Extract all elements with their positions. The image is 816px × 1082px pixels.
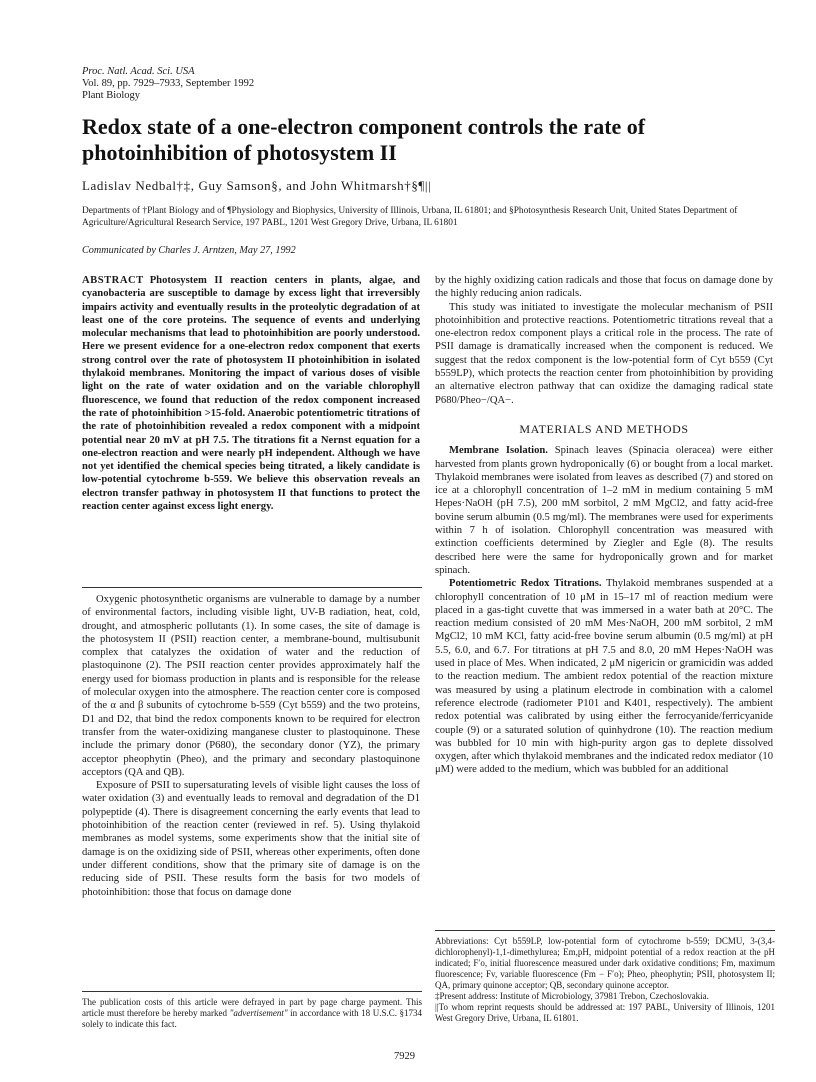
right-column [435,274,773,777]
pubcost-text-2: in accordance with 18 U.S.C. §1734 solely to indicate this fact. [82,1008,422,1029]
article-title: Redox state of a one-electron component controls the rate of photoinhibition of photosystem II [82,114,646,165]
abstract-divider [82,587,422,588]
pubcost-advertisement: "advertisement" [229,1008,288,1018]
footnote-divider-right [435,930,775,931]
journal-volume: Vol. 89, pp. 7929–7933, September 1992 [82,78,255,89]
journal-name: Proc. Natl. Acad. Sci. USA [82,66,195,77]
abstract [82,274,420,513]
redox-titration-text: Thylakoid membranes suspended at a chlorophyll concentration of 10 μM in 15–17 ml of reaction medium were placed in a gas-tight cuvette that was immersed in a water bath at 20°C. The reaction medium consisted of 20 mM Mes·NaOH, 200 mM sorbitol, 2 mM MgCl2, 10 mM KCl, fatty acid-free bovine serum albumin (0.5 mg/ml) at pH 5.5, 6.0, and 6.7. For titrations at pH 7.5 and 8.0, 20 mM Hepes·NaOH was used in place of Mes. When indicated, 2 μM nigericin or gramicidin was added to the reaction medium. The ambient redox potential of the reaction mixture was measured by using a platinum electrode in combination with a calomel reference electrode (radiometer P101 and K401, respectively). The ambient redox potential was calibrated by using either the ferrocyanide/ferricyanide couple (9) or a saturated solution of quinhydrone (10). The reaction medium was bubbled for 10 min with high-purity argon gas to deplete dissolved oxygen, after which thylakoid membranes and the indicated redox mediator (10 μM) were added to the medium, which was bubbled for an additional [435,578,773,776]
footnotes [435,936,775,1024]
reprint-footnote: ||To whom reprint requests should be addressed at: 197 PABL, University of Illinois, 1201 West Gregory Drive, Urbana, IL 61801. [435,1002,775,1023]
journal-header [82,66,254,102]
intro-paragraph-3: This study was initiated to investigate the molecular mechanism of PSII photoinhibition and protective reactions. Potentiometric titrations reveal that a one-electron redox component plays a critical role in the process. The rate of PSII damage is dramatically increased when the component is reduced. We suggest that the redox component is the low-potential form of Cyt b559 (Cyt b559LP), which protects the reaction center from photoinhibition by providing an alternative electron pathway that can oxidize the damaging radical state P680/Pheo−/QA−. [435,301,773,406]
redox-titration-paragraph [435,577,773,776]
abstract-text: Photosystem II reaction centers in plants, algae, and cyanobacteria are susceptible to damage by excess light that irreversibly impairs activity and eventually results in the proteolytic degradation of at least one of the core proteins. The sequence of events and underlying molecular mechanisms that lead to photoinhibition are poorly understood. Here we present evidence for a one-electron redox component that exerts strong control over the rate of photosystem II photoinhibition in isolated thylakoid membranes. Monitoring the impact of various doses of visible light on the rate of water oxidation and on the variable chlorophyll fluorescence, we found that reduction of the redox component increased the rate of photoinhibition >15-fold. Anaerobic potentiometric titrations of the rate of photoinhibition revealed a redox component with a midpoint potential near 20 mV at pH 7.5. The titrations fit a Nernst equation for a one-electron reaction and were nearly pH independent. Although we have not yet identified the chemical species being titrated, a likely candidate is low-potential cytochrome b-559. We believe this observation reveals an electron transfer pathway in photosystem II that functions to protect the reaction center against excess light energy. [82,275,420,513]
membrane-isolation-text: Spinach leaves (Spinacia oleracea) were either harvested from plants grown hydroponically (6) or bought from a local market. Thylakoid membranes were isolated from leaves as described (7) and stored on ice at a chlorophyll concentration of 1–2 mM in medium containing 5 mM Hepes·NaOH (pH 7.5), 200 mM sorbitol, 2 mM MgCl2, and fatty acid-free bovine serum albumin (0.5 mg/ml). The membranes were used for experiments within 7 h of isolation. Chlorophyll concentration was measured with extinction coefficients determined by Ziegler and Egle (8). The results described here were the same for hydroponically grown and for market spinach. [435,445,773,576]
communicated-by: Communicated by Charles J. Arntzen, May 27, 1992 [82,245,296,256]
intro-paragraph-2: Exposure of PSII to supersaturating levels of visible light causes the loss of water oxidation (3) and eventually leads to removal and degradation of the D1 polypeptide (4). There is disagreement concerning the early events that lead to photoinhibition of the reaction center (reviewed in ref. 5). Using thylakoid membranes as model systems, some experiments show that the initial site of damage is on the oxidizing side of PSII, whereas other experiments, often done under different conditions, show that the primary site of damage is on the reducing side of PSII. These results form the basis for two models of photoinhibition: those that focus on damage done [82,780,420,898]
publication-cost-note [82,997,422,1030]
membrane-isolation-heading: Membrane Isolation. [449,445,548,457]
redox-titration-heading: Potentiometric Redox Titrations. [449,578,602,590]
methods-heading: MATERIALS AND METHODS [519,421,689,436]
footnote-divider-left [82,991,422,992]
abbreviations-footnote: Abbreviations: Cyt b559LP, low-potential form of cytochrome b-559; DCMU, 3-(3,4-dichlorophenyl)-1,1-dimethylurea; Em,pH, midpoint potential of a redox reaction at the pH indicated; F′o, initial fluorescence measured under dark oxidative conditions; Fm, maximum fluorescence; Fv, variable fluorescence (Fm − F′o); Pheo, pheophytin; PSII, photosystem II; QA, primary quinone acceptor; QB, secondary quinone acceptor. [435,936,775,990]
membrane-isolation-paragraph [435,444,773,577]
abstract-label: ABSTRACT [82,275,144,286]
affiliations: Departments of †Plant Biology and of ¶Physiology and Biophysics, University of Illinois, Urbana, IL 61801; and §Photosynthesis Research Unit, United States Department of Agriculture/Agricultural Research Service, 197 PABL, 1201 West Gregory Drive, Urbana, IL 61801 [82,206,738,228]
intro-continuation: by the highly oxidizing cation radicals and those that focus on damage done by the highly reducing anion radicals. [435,275,773,300]
page-number: 7929 [394,1051,415,1062]
intro-paragraph-1: Oxygenic photosynthetic organisms are vulnerable to damage by a number of environmental factors, including visible light, UV-B radiation, heat, cold, drought, and atmospheric pollutants (1). In some cases, the site of damage is the photosystem II (PSII) reaction center, a membrane-bound, multisubunit complex that catalyzes the oxidation of water and the reduction of plastoquinone (2). The PSII reaction center provides approximately half the energy used for biomass production in plants and is responsible for the release of molecular oxygen into the atmosphere. The reaction center core is composed of the α and β subunits of cytochrome b-559 (Cyt b559) and the two proteins, D1 and D2, that bind the redox components known to be required for electron transfer from the water-oxidizing manganese cluster to plastoquinone. These include the primary donor (P680), the secondary donor (YZ), the primary acceptor pheophytin (Pheo), and the primary and secondary plastoquinone acceptors (QA and QB). [82,594,420,778]
present-address-footnote: ‡Present address: Institute of Microbiology, 37981 Trebon, Czechoslovakia. [435,991,709,1001]
journal-section: Plant Biology [82,90,141,101]
introduction [82,593,420,899]
author-list: Ladislav Nedbal†‡, Guy Samson§, and John Whitmarsh†§¶|| [82,178,432,193]
pubcost-text-1: The publication costs of this article were defrayed in part by page charge payment. This article must therefore be hereby marked [82,997,422,1018]
